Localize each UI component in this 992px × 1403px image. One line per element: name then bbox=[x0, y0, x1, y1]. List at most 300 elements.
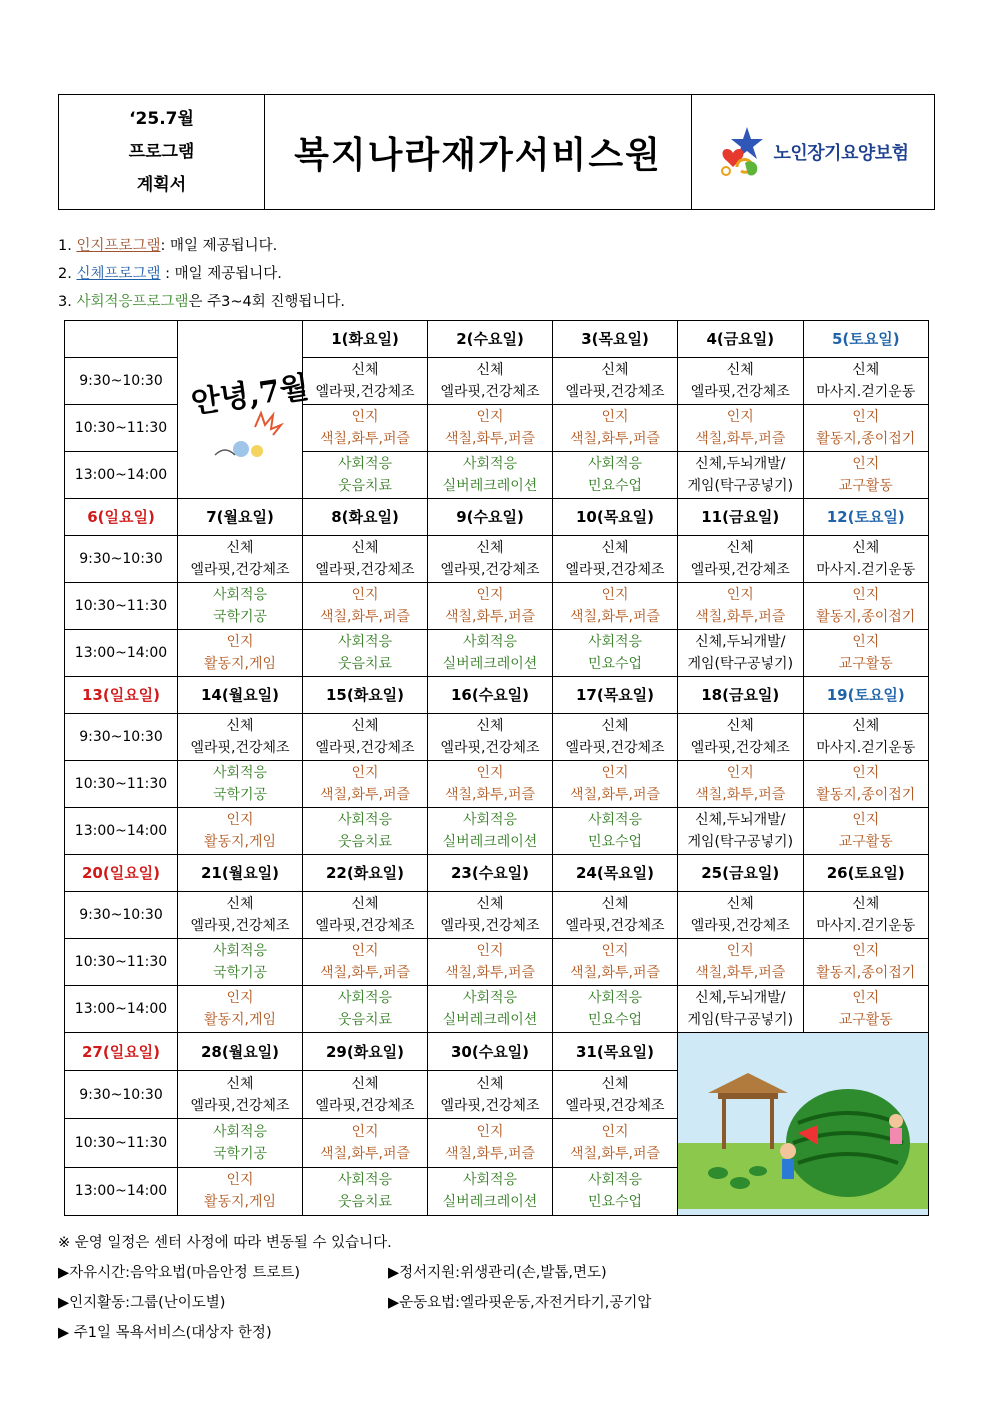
note-program-name: 사회적응프로그램 bbox=[76, 294, 189, 310]
time-slot-row bbox=[65, 714, 929, 761]
activity-detail: 교구활동 bbox=[838, 1012, 893, 1028]
activity-category: 신체 bbox=[226, 540, 254, 556]
activity-detail: 교구활동 bbox=[838, 834, 893, 850]
activity-cell bbox=[428, 1119, 553, 1167]
activity-detail: 엘라핏,건강체조 bbox=[690, 740, 790, 756]
activity-cell bbox=[803, 808, 929, 855]
activity-cell bbox=[678, 714, 804, 761]
activity-category: 사회적응 bbox=[587, 1172, 643, 1189]
activity-cell bbox=[678, 986, 804, 1033]
activity-category: 인지 bbox=[476, 765, 504, 781]
day-header: 15(화요일) bbox=[303, 677, 428, 714]
activity-cell bbox=[178, 761, 303, 808]
activity-category: 사회적응 bbox=[462, 990, 518, 1006]
activity-detail: 색칠,화투,퍼즐 bbox=[569, 1146, 661, 1162]
activity-detail: 색칠,화투,퍼즐 bbox=[444, 965, 536, 981]
activity-detail: 게임(탁구공넣기) bbox=[687, 478, 794, 494]
activity-detail: 엘라핏,건강체조 bbox=[440, 384, 540, 400]
activity-detail: 색칠,화투,퍼즐 bbox=[319, 609, 411, 625]
activity-cell bbox=[803, 583, 929, 630]
activity-cell bbox=[303, 808, 428, 855]
activity-category: 사회적응 bbox=[212, 943, 268, 959]
activity-cell bbox=[803, 405, 929, 452]
time-slot-row bbox=[65, 986, 929, 1033]
activity-category: 사회적응 bbox=[462, 1172, 518, 1189]
activity-category: 인지 bbox=[476, 1124, 504, 1140]
footer-item: ▶인지활동:그룹(난이도별) bbox=[58, 1295, 226, 1311]
time-slot-row bbox=[65, 808, 929, 855]
activity-category: 인지 bbox=[726, 409, 754, 425]
activity-cell bbox=[178, 939, 303, 986]
activity-cell bbox=[678, 452, 804, 499]
activity-category: 신체 bbox=[726, 896, 754, 912]
activity-detail: 활동지,종이접기 bbox=[816, 609, 916, 625]
activity-cell bbox=[178, 986, 303, 1033]
activity-detail: 색칠,화투,퍼즐 bbox=[444, 787, 536, 803]
activity-detail: 엘라핏,건강체조 bbox=[440, 918, 540, 934]
activity-category: 인지 bbox=[226, 1172, 254, 1189]
activity-cell bbox=[553, 405, 678, 452]
activity-detail: 게임(탁구공넣기) bbox=[687, 1012, 794, 1028]
activity-detail: 색칠,화투,퍼즐 bbox=[444, 1146, 536, 1162]
footer-row bbox=[58, 1288, 938, 1318]
activity-category: 인지 bbox=[226, 634, 254, 650]
activity-detail: 웃음치료 bbox=[337, 656, 393, 672]
activity-category: 신체 bbox=[601, 540, 629, 556]
time-label: 13:00~14:00 bbox=[65, 630, 178, 677]
activity-detail: 엘라핏,건강체조 bbox=[190, 1097, 290, 1114]
day-header: 22(화요일) bbox=[303, 855, 428, 892]
star-heart-icon bbox=[717, 123, 769, 181]
activity-detail: 색칠,화투,퍼즐 bbox=[569, 609, 661, 625]
activity-detail: 마사지.걷기운동 bbox=[816, 918, 916, 934]
activity-cell bbox=[803, 452, 929, 499]
activity-detail: 색칠,화투,퍼즐 bbox=[319, 787, 411, 803]
activity-detail: 웃음치료 bbox=[337, 1194, 393, 1211]
time-slot-row bbox=[65, 583, 929, 630]
activity-detail: 웃음치료 bbox=[337, 1012, 393, 1028]
day-header: 7(월요일) bbox=[178, 499, 303, 536]
activity-cell bbox=[428, 1071, 553, 1119]
activity-category: 인지 bbox=[601, 587, 629, 603]
activity-cell bbox=[428, 452, 553, 499]
activity-cell bbox=[678, 630, 804, 677]
note-number: 2. bbox=[58, 266, 72, 282]
activity-detail: 색칠,화투,퍼즐 bbox=[444, 609, 536, 625]
day-header: 9(수요일) bbox=[428, 499, 553, 536]
activity-detail: 엘라핏,건강체조 bbox=[315, 740, 415, 756]
hello-july-illustration bbox=[185, 337, 312, 477]
activity-cell bbox=[303, 630, 428, 677]
day-header: 14(월요일) bbox=[178, 677, 303, 714]
note-number: 3. bbox=[58, 294, 72, 310]
activity-category: 인지 bbox=[852, 456, 880, 472]
activity-category: 사회적응 bbox=[587, 812, 643, 828]
activity-cell bbox=[678, 808, 804, 855]
activity-detail: 엘라핏,건강체조 bbox=[315, 1097, 415, 1114]
day-header: 26(토요일) bbox=[803, 855, 929, 892]
activity-category: 신체 bbox=[601, 718, 629, 734]
activity-detail: 엘라핏,건강체조 bbox=[190, 740, 290, 756]
header-box bbox=[58, 94, 935, 210]
activity-detail: 엘라핏,건강체조 bbox=[315, 562, 415, 578]
activity-detail: 활동지,게임 bbox=[203, 834, 277, 850]
activity-category: 신체 bbox=[226, 1075, 254, 1092]
activity-category: 신체 bbox=[726, 718, 754, 734]
activity-detail: 엘라핏,건강체조 bbox=[315, 918, 415, 934]
activity-category: 인지 bbox=[351, 943, 379, 959]
day-header: 1(화요일) bbox=[303, 321, 428, 358]
activity-category: 인지 bbox=[726, 765, 754, 781]
time-label: 9:30~10:30 bbox=[65, 714, 178, 761]
activity-cell bbox=[303, 358, 428, 405]
day-header: 19(토요일) bbox=[803, 677, 929, 714]
activity-detail: 실버레크레이션 bbox=[442, 656, 538, 672]
activity-category: 사회적응 bbox=[462, 812, 518, 828]
activity-category: 사회적응 bbox=[212, 765, 268, 781]
footer-item: ▶운동요법:엘라핏운동,자전거타기,공기압 bbox=[388, 1295, 652, 1311]
time-label: 13:00~14:00 bbox=[65, 808, 178, 855]
hello-july-text: 안녕,7월 bbox=[189, 369, 312, 421]
activity-cell bbox=[178, 1119, 303, 1167]
activity-category: 사회적응 bbox=[337, 634, 393, 650]
activity-category: 사회적응 bbox=[587, 634, 643, 650]
activity-cell bbox=[803, 986, 929, 1033]
activity-category: 사회적응 bbox=[337, 456, 393, 472]
activity-category: 사회적응 bbox=[212, 587, 268, 603]
activity-detail: 색칠,화투,퍼즐 bbox=[695, 787, 786, 803]
day-header: 10(목요일) bbox=[553, 499, 678, 536]
activity-cell bbox=[178, 1167, 303, 1215]
activity-cell bbox=[428, 939, 553, 986]
day-header: 13(일요일) bbox=[65, 677, 178, 714]
activity-detail: 엘라핏,건강체조 bbox=[565, 562, 665, 578]
activity-detail: 활동지,종이접기 bbox=[816, 787, 916, 803]
day-header: 27(일요일) bbox=[65, 1033, 178, 1071]
activity-cell bbox=[428, 630, 553, 677]
note-number: 1. bbox=[58, 238, 72, 254]
activity-cell bbox=[553, 986, 678, 1033]
activity-detail: 엘라핏,건강체조 bbox=[565, 384, 665, 400]
activity-detail: 색칠,화투,퍼즐 bbox=[695, 609, 786, 625]
activity-detail: 엘라핏,건강체조 bbox=[315, 384, 415, 400]
activity-cell bbox=[303, 536, 428, 583]
logo-area bbox=[692, 95, 934, 209]
note-item bbox=[58, 260, 345, 288]
plan-label-line: ‘25.7월 bbox=[129, 108, 194, 129]
day-header: 20(일요일) bbox=[65, 855, 178, 892]
activity-category: 인지 bbox=[476, 409, 504, 425]
day-header-row bbox=[65, 855, 929, 892]
footer-item: ▶정서지원:위생관리(손,발톱,면도) bbox=[388, 1265, 607, 1281]
activity-cell bbox=[428, 1167, 553, 1215]
activity-category: 신체 bbox=[726, 540, 754, 556]
activity-cell bbox=[678, 892, 804, 939]
day-header-row bbox=[65, 499, 929, 536]
activity-detail: 엘라핏,건강체조 bbox=[190, 918, 290, 934]
activity-detail: 국학기공 bbox=[212, 787, 268, 803]
time-label: 13:00~14:00 bbox=[65, 1167, 178, 1215]
activity-cell bbox=[303, 939, 428, 986]
activity-detail: 색칠,화투,퍼즐 bbox=[569, 431, 661, 447]
activity-cell bbox=[303, 583, 428, 630]
activity-detail: 교구활동 bbox=[838, 656, 893, 672]
activity-detail: 엘라핏,건강체조 bbox=[565, 1097, 665, 1114]
activity-detail: 엘라핏,건강체조 bbox=[690, 562, 790, 578]
activity-detail: 민요수업 bbox=[587, 1012, 643, 1028]
plan-label-line: 프로그램 bbox=[128, 141, 195, 162]
activity-category: 인지 bbox=[852, 634, 880, 650]
activity-cell bbox=[303, 452, 428, 499]
activity-category: 인지 bbox=[351, 409, 379, 425]
activity-category: 인지 bbox=[476, 587, 504, 603]
time-slot-row bbox=[65, 892, 929, 939]
activity-category: 신체 bbox=[476, 540, 504, 556]
activity-cell bbox=[803, 761, 929, 808]
activity-detail: 활동지,게임 bbox=[203, 1012, 277, 1028]
activity-detail: 엘라핏,건강체조 bbox=[440, 1097, 540, 1114]
note-item bbox=[58, 232, 345, 260]
time-slot-row bbox=[65, 939, 929, 986]
activity-category: 인지 bbox=[351, 587, 379, 603]
activity-category: 인지 bbox=[852, 765, 880, 781]
footer-note: ※ 운영 일정은 센터 사정에 따라 변동될 수 있습니다. bbox=[58, 1235, 392, 1251]
activity-cell bbox=[303, 405, 428, 452]
activity-cell bbox=[553, 358, 678, 405]
activity-cell bbox=[178, 630, 303, 677]
activity-cell bbox=[428, 761, 553, 808]
activity-detail: 웃음치료 bbox=[337, 834, 393, 850]
activity-detail: 색칠,화투,퍼즐 bbox=[319, 1146, 411, 1162]
activity-cell bbox=[803, 536, 929, 583]
activity-cell bbox=[553, 1167, 678, 1215]
time-label: 10:30~11:30 bbox=[65, 583, 178, 630]
day-header: 29(화요일) bbox=[303, 1033, 428, 1071]
activity-detail: 활동지,종이접기 bbox=[816, 965, 916, 981]
day-header: 16(수요일) bbox=[428, 677, 553, 714]
activity-cell bbox=[303, 892, 428, 939]
time-label: 10:30~11:30 bbox=[65, 405, 178, 452]
activity-category: 신체 bbox=[852, 362, 880, 378]
activity-category: 신체 bbox=[226, 718, 254, 734]
activity-cell bbox=[803, 358, 929, 405]
day-header: 4(금요일) bbox=[678, 321, 804, 358]
day-header: 25(금요일) bbox=[678, 855, 804, 892]
activity-category: 신체 bbox=[726, 362, 754, 378]
note-program-name: 인지프로그램 bbox=[76, 238, 161, 254]
activity-detail: 실버레크레이션 bbox=[442, 834, 538, 850]
activity-cell bbox=[553, 714, 678, 761]
activity-category: 인지 bbox=[601, 943, 629, 959]
plan-label bbox=[59, 95, 265, 209]
activity-category: 신체,두뇌개발/ bbox=[695, 634, 786, 650]
day-header: 2(수요일) bbox=[428, 321, 553, 358]
activity-category: 인지 bbox=[726, 587, 754, 603]
note-text: : 매일 제공됩니다. bbox=[160, 266, 282, 282]
activity-category: 인지 bbox=[852, 812, 880, 828]
activity-category: 사회적응 bbox=[337, 990, 393, 1006]
activity-category: 신체,두뇌개발/ bbox=[695, 990, 786, 1006]
activity-detail: 색칠,화투,퍼즐 bbox=[444, 431, 536, 447]
activity-detail: 엘라핏,건강체조 bbox=[565, 918, 665, 934]
activity-category: 신체 bbox=[351, 896, 379, 912]
activity-detail: 국학기공 bbox=[212, 965, 268, 981]
activity-cell bbox=[428, 986, 553, 1033]
time-label: 9:30~10:30 bbox=[65, 1071, 178, 1119]
day-header: 30(수요일) bbox=[428, 1033, 553, 1071]
footer-item: ▶자유시간:음악요법(마음안정 트로트) bbox=[58, 1265, 301, 1281]
activity-detail: 활동지,게임 bbox=[203, 1194, 277, 1211]
activity-cell bbox=[303, 1119, 428, 1167]
activity-detail: 색칠,화투,퍼즐 bbox=[319, 431, 411, 447]
activity-cell bbox=[678, 939, 804, 986]
day-header: 31(목요일) bbox=[553, 1033, 678, 1071]
page-title: 복지나라재가서비스원 bbox=[265, 95, 692, 209]
activity-category: 인지 bbox=[226, 812, 254, 828]
activity-cell bbox=[428, 583, 553, 630]
activity-detail: 활동지,게임 bbox=[203, 656, 277, 672]
note-item bbox=[58, 288, 345, 316]
activity-detail: 색칠,화투,퍼즐 bbox=[569, 787, 661, 803]
activity-cell bbox=[553, 583, 678, 630]
day-header-row bbox=[65, 677, 929, 714]
activity-category: 사회적응 bbox=[337, 1172, 393, 1189]
day-header: 11(금요일) bbox=[678, 499, 804, 536]
activity-cell bbox=[553, 939, 678, 986]
time-label: 9:30~10:30 bbox=[65, 358, 178, 405]
activity-cell bbox=[428, 892, 553, 939]
activity-cell bbox=[303, 986, 428, 1033]
day-header: 8(화요일) bbox=[303, 499, 428, 536]
activity-category: 신체 bbox=[476, 362, 504, 378]
activity-category: 사회적응 bbox=[462, 456, 518, 472]
activity-detail: 민요수업 bbox=[587, 478, 643, 494]
day-header: 6(일요일) bbox=[65, 499, 178, 536]
activity-category: 신체 bbox=[852, 896, 880, 912]
activity-category: 인지 bbox=[601, 409, 629, 425]
activity-cell bbox=[553, 1071, 678, 1119]
activity-detail: 민요수업 bbox=[587, 834, 643, 850]
activity-cell bbox=[678, 405, 804, 452]
activity-cell bbox=[428, 536, 553, 583]
activity-category: 신체 bbox=[351, 362, 379, 378]
note-text: : 매일 제공됩니다. bbox=[160, 238, 278, 254]
activity-detail: 활동지,종이접기 bbox=[816, 431, 916, 447]
watermelon-image bbox=[678, 1033, 929, 1216]
time-label: 10:30~11:30 bbox=[65, 761, 178, 808]
activity-detail: 교구활동 bbox=[838, 478, 893, 494]
activity-cell bbox=[428, 808, 553, 855]
activity-category: 사회적응 bbox=[587, 990, 643, 1006]
activity-cell bbox=[678, 358, 804, 405]
activity-cell bbox=[553, 452, 678, 499]
activity-cell bbox=[553, 630, 678, 677]
activity-cell bbox=[303, 1071, 428, 1119]
activity-cell bbox=[553, 536, 678, 583]
activity-cell bbox=[178, 536, 303, 583]
activity-category: 사회적응 bbox=[462, 634, 518, 650]
time-slot-row bbox=[65, 630, 929, 677]
time-label: 13:00~14:00 bbox=[65, 452, 178, 499]
corner-cell bbox=[65, 321, 178, 358]
activity-cell bbox=[303, 714, 428, 761]
activity-category: 인지 bbox=[351, 765, 379, 781]
activity-category: 사회적응 bbox=[212, 1124, 268, 1140]
activity-cell bbox=[553, 1119, 678, 1167]
activity-detail: 국학기공 bbox=[212, 1146, 268, 1162]
activity-category: 인지 bbox=[852, 409, 880, 425]
activity-category: 신체 bbox=[476, 1075, 504, 1092]
activity-cell bbox=[803, 939, 929, 986]
activity-detail: 민요수업 bbox=[587, 656, 643, 672]
activity-category: 신체 bbox=[601, 362, 629, 378]
activity-detail: 색칠,화투,퍼즐 bbox=[569, 965, 661, 981]
day-header: 28(월요일) bbox=[178, 1033, 303, 1071]
activity-category: 신체 bbox=[351, 1075, 379, 1092]
activity-category: 사회적응 bbox=[587, 456, 643, 472]
activity-cell bbox=[178, 583, 303, 630]
day-header: 3(목요일) bbox=[553, 321, 678, 358]
activity-detail: 엘라핏,건강체조 bbox=[690, 384, 790, 400]
activity-category: 신체 bbox=[476, 896, 504, 912]
activity-detail: 엘라핏,건강체조 bbox=[190, 562, 290, 578]
activity-cell bbox=[803, 630, 929, 677]
day-header-row bbox=[65, 1033, 929, 1071]
activity-detail: 웃음치료 bbox=[337, 478, 393, 494]
activity-category: 신체 bbox=[226, 896, 254, 912]
activity-cell bbox=[428, 714, 553, 761]
activity-category: 인지 bbox=[601, 765, 629, 781]
activity-detail: 국학기공 bbox=[212, 609, 268, 625]
activity-detail: 마사지.걷기운동 bbox=[816, 740, 916, 756]
activity-cell bbox=[303, 761, 428, 808]
activity-cell bbox=[428, 405, 553, 452]
activity-category: 인지 bbox=[852, 943, 880, 959]
activity-cell bbox=[678, 761, 804, 808]
note-program-name: 신체프로그램 bbox=[76, 266, 161, 282]
activity-cell bbox=[553, 892, 678, 939]
activity-cell bbox=[678, 536, 804, 583]
activity-detail: 엘라핏,건강체조 bbox=[440, 740, 540, 756]
activity-cell bbox=[428, 358, 553, 405]
activity-category: 인지 bbox=[601, 1124, 629, 1140]
activity-category: 인지 bbox=[476, 943, 504, 959]
activity-category: 신체 bbox=[476, 718, 504, 734]
activity-detail: 색칠,화투,퍼즐 bbox=[695, 431, 786, 447]
time-label: 9:30~10:30 bbox=[65, 536, 178, 583]
notes-list bbox=[58, 232, 345, 316]
activity-category: 신체 bbox=[351, 540, 379, 556]
day-header: 24(목요일) bbox=[553, 855, 678, 892]
activity-category: 사회적응 bbox=[337, 812, 393, 828]
activity-detail: 실버레크레이션 bbox=[442, 478, 538, 494]
day-header: 21(월요일) bbox=[178, 855, 303, 892]
activity-detail: 민요수업 bbox=[587, 1194, 643, 1211]
activity-cell bbox=[803, 892, 929, 939]
day-header: 23(수요일) bbox=[428, 855, 553, 892]
day-header: 12(토요일) bbox=[803, 499, 929, 536]
activity-category: 신체 bbox=[351, 718, 379, 734]
time-label: 13:00~14:00 bbox=[65, 986, 178, 1033]
day-header: 17(목요일) bbox=[553, 677, 678, 714]
time-label: 9:30~10:30 bbox=[65, 892, 178, 939]
schedule-table bbox=[64, 320, 929, 1216]
footer-item: ▶ 주1일 목욕서비스(대상자 한정) bbox=[58, 1325, 272, 1341]
activity-detail: 마사지.걷기운동 bbox=[816, 384, 916, 400]
activity-detail: 색칠,화투,퍼즐 bbox=[695, 965, 786, 981]
activity-cell bbox=[178, 714, 303, 761]
activity-category: 신체 bbox=[852, 718, 880, 734]
